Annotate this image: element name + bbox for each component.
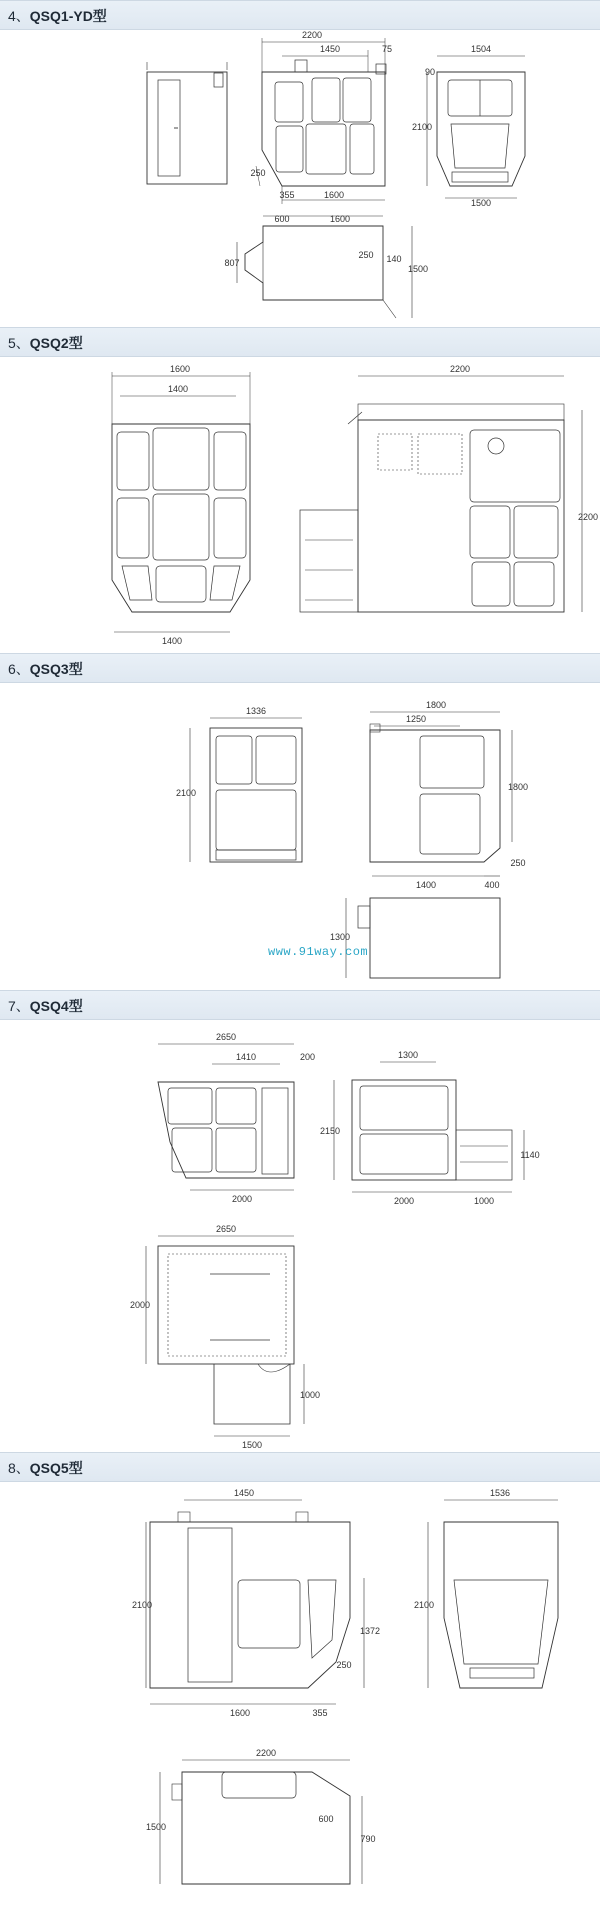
dim-label: 1400 [167,384,189,394]
dim-label: 1300 [397,1050,419,1060]
section-title [8,333,83,353]
section-name: QSQ3型 [29,661,83,677]
side-view [334,1062,524,1192]
dim-label: 90 [424,67,436,77]
section-number: 5、 [8,335,30,351]
dim-label: 1500 [470,198,492,208]
drawing-qsq2 [0,355,600,653]
dim-label: 1450 [233,1488,255,1498]
section-title [8,659,83,679]
watermark: www.91way.com [268,945,369,959]
dim-label: 600 [318,1814,334,1824]
front-view [158,1044,294,1190]
dim-label: 2200 [449,364,471,374]
side-view [370,712,512,876]
dim-label: 355 [279,190,295,200]
front-view [112,372,250,632]
dim-label: 200 [300,1052,316,1062]
dim-label: 1600 [229,1708,251,1718]
section-header-qsq4 [0,990,600,1020]
dim-label: 2100 [131,1600,153,1610]
front-view [190,718,302,862]
dim-label: 600 [274,214,290,224]
section-header-qsq3 [0,653,600,683]
section-number: 7、 [8,998,30,1014]
dim-label: 1500 [407,264,429,274]
dim-label: 1336 [245,706,267,716]
dim-label: 2100 [411,122,433,132]
dim-label: 250 [510,858,526,868]
dim-label: 1300 [329,932,351,942]
dim-label: 1000 [473,1196,495,1206]
front-view [146,1500,364,1704]
rear-view [428,1500,558,1688]
side-view [147,62,227,184]
plan-view [237,216,412,318]
dim-label: 355 [312,1708,328,1718]
dim-label: 790 [360,1834,376,1844]
plan-view [346,898,500,978]
section-title [8,6,107,26]
dim-label: 2150 [319,1126,341,1136]
section-name: QSQ2型 [29,335,83,351]
dim-label: 2200 [577,512,599,522]
dim-label: 2650 [215,1032,237,1042]
dim-label: 1800 [425,700,447,710]
dim-label: 75 [382,44,393,54]
section-header-qsq1-yd [0,0,600,30]
dim-label: 1600 [169,364,191,374]
dim-label: 1250 [405,714,427,724]
dim-label: 250 [358,250,374,260]
section-name: QSQ1-YD型 [29,8,107,24]
section-number: 6、 [8,661,30,677]
dim-label: 1800 [507,782,529,792]
section-number: 8、 [8,1460,30,1476]
section-name: QSQ5型 [29,1460,83,1476]
dim-label: 2000 [231,1194,253,1204]
dim-label: 2000 [129,1300,151,1310]
section-number: 4、 [8,8,30,24]
dim-label: 1372 [359,1626,381,1636]
plan-view [146,1236,304,1436]
dim-label: 2200 [255,1748,277,1758]
dim-label: 1504 [470,44,492,54]
section-header-qsq2 [0,327,600,357]
dim-label: 2000 [393,1196,415,1206]
dim-label: 1400 [415,880,437,890]
dim-label: 1500 [145,1822,167,1832]
dim-label: 140 [386,254,402,264]
dim-label: 250 [336,1660,352,1670]
dim-label: 2100 [413,1600,435,1610]
dim-label: 400 [484,880,500,890]
dim-label: 2200 [301,30,323,40]
dim-label: 1450 [319,44,341,54]
section-header-qsq5 [0,1452,600,1482]
dim-label: 1140 [520,1150,540,1160]
dim-label: 1000 [299,1390,321,1400]
dim-label: 807 [224,258,240,268]
dim-label: 1410 [235,1052,257,1062]
rear-view [424,56,525,198]
dim-label: 2100 [175,788,197,798]
dim-label: 1600 [329,214,351,224]
dim-label: 2650 [215,1224,237,1234]
section-title [8,1458,83,1478]
section-name: QSQ4型 [29,998,83,1014]
drawing-qsq5 [0,1480,600,1910]
dim-label: 1400 [161,636,183,646]
drawing-qsq4 [0,1018,600,1452]
dim-label: 250 [250,168,266,178]
dim-label: 1600 [323,190,345,200]
front-view [256,38,386,204]
drawing-qsq3 [0,681,600,990]
drawing-qsq1-yd [0,28,600,327]
dim-label: 1536 [489,1488,511,1498]
side-view [300,376,582,612]
section-title [8,996,83,1016]
dim-label: 1500 [241,1440,263,1450]
